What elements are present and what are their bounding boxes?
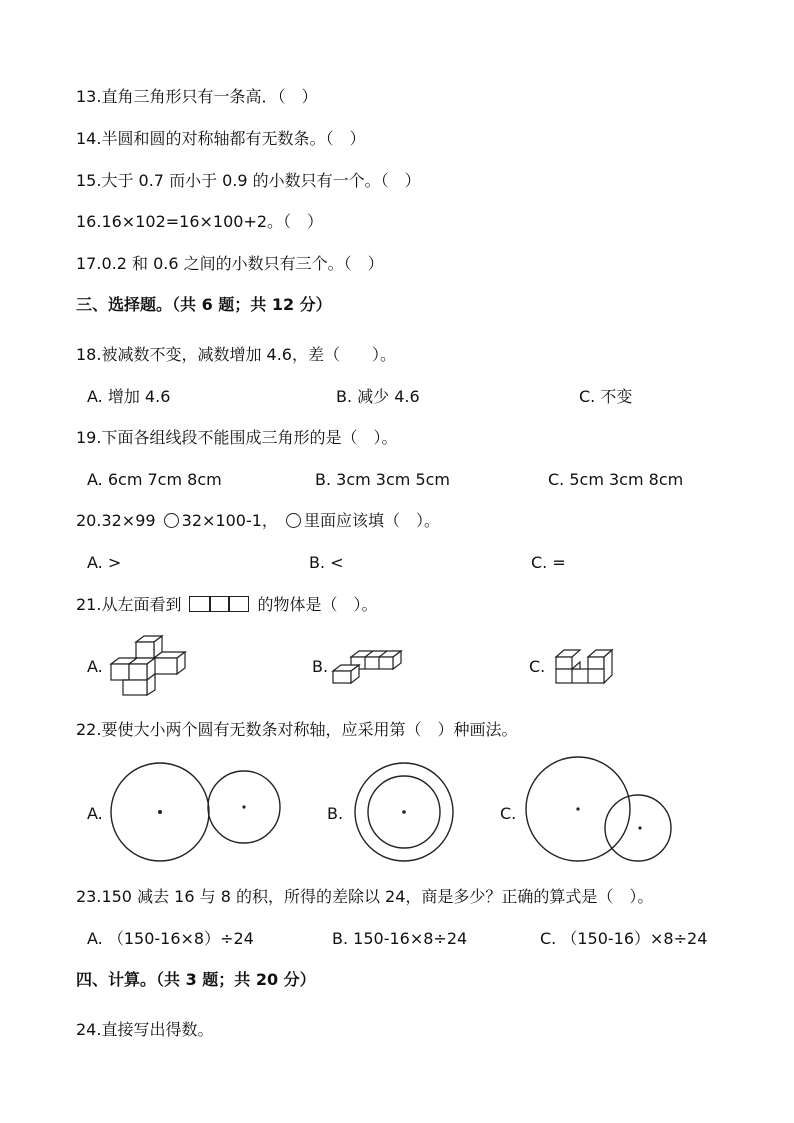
question-22: 22.要使大小两个圆有无数条对称轴，应采用第（ ）种画法。 — [76, 720, 518, 739]
q22-option-a: A. — [87, 804, 103, 823]
circles-figure-b — [350, 760, 460, 870]
q20-option-a: A. > — [87, 553, 122, 572]
circles-figure-a — [100, 756, 290, 868]
q18-option-a: A. 增加 4.6 — [87, 387, 171, 406]
q21-text-start: 21.从左面看到 — [76, 595, 182, 614]
question-16: 16.16×102=16×100+2。（ ） — [76, 212, 324, 231]
question-15: 15.大于 0.7 而小于 0.9 的小数只有一个。（ ） — [76, 171, 421, 190]
q20-text-end: 里面应该填（ ）。 — [304, 511, 441, 530]
q19-option-a: A. 6cm 7cm 8cm — [87, 470, 222, 489]
question-18: 18.被减数不变，减数增加 4.6，差（ ）。 — [76, 345, 396, 364]
blank-circle-icon — [286, 513, 301, 528]
three-squares-view-icon — [189, 596, 249, 612]
q22-option-b: B. — [327, 804, 344, 823]
question-17: 17.0.2 和 0.6 之间的小数只有三个。（ ） — [76, 254, 384, 273]
section-heading-choice: 三、选择题。（共 6 题；共 12 分） — [76, 295, 332, 314]
question-23: 23.150 减去 16 与 8 的积，所得的差除以 24，商是多少？正确的算式是（ ）。 — [76, 887, 654, 906]
q19-option-c: C. 5cm 3cm 8cm — [548, 470, 684, 489]
q20-text-middle: 32×100-1， — [181, 511, 278, 530]
q21-option-b: B. — [312, 657, 329, 676]
q23-option-a: A. （150-16×8）÷24 — [87, 929, 254, 948]
q20-text-start: 20.32×99 — [76, 511, 156, 530]
question-14: 14.半圆和圆的对称轴都有无数条。（ ） — [76, 129, 366, 148]
cube-figure-a — [108, 634, 188, 696]
question-21 — [76, 595, 377, 615]
q20-option-b: B. < — [309, 553, 344, 572]
q18-option-c: C. 不变 — [579, 387, 633, 406]
cube-figure-b — [331, 649, 403, 685]
question-13: 13.直角三角形只有一条高．（ ） — [76, 87, 318, 106]
q20-option-c: C. = — [531, 553, 566, 572]
question-24: 24.直接写出得数。 — [76, 1020, 214, 1039]
q23-option-c: C. （150-16）×8÷24 — [540, 929, 708, 948]
q18-option-b: B. 减少 4.6 — [336, 387, 420, 406]
cube-figure-c — [554, 647, 620, 685]
q21-text-end: 的物体是（ ）。 — [257, 595, 378, 614]
circles-figure-c — [520, 756, 680, 868]
q21-option-a: A. — [87, 657, 103, 676]
q19-option-b: B. 3cm 3cm 5cm — [315, 470, 451, 489]
blank-circle-icon — [164, 513, 179, 528]
question-20 — [76, 511, 440, 531]
q23-option-b: B. 150-16×8÷24 — [332, 929, 468, 948]
section-heading-calculation: 四、计算。（共 3 题；共 20 分） — [76, 970, 316, 989]
q22-option-c: C. — [500, 804, 517, 823]
question-19: 19.下面各组线段不能围成三角形的是（ ）。 — [76, 428, 398, 447]
q21-option-c: C. — [529, 657, 546, 676]
